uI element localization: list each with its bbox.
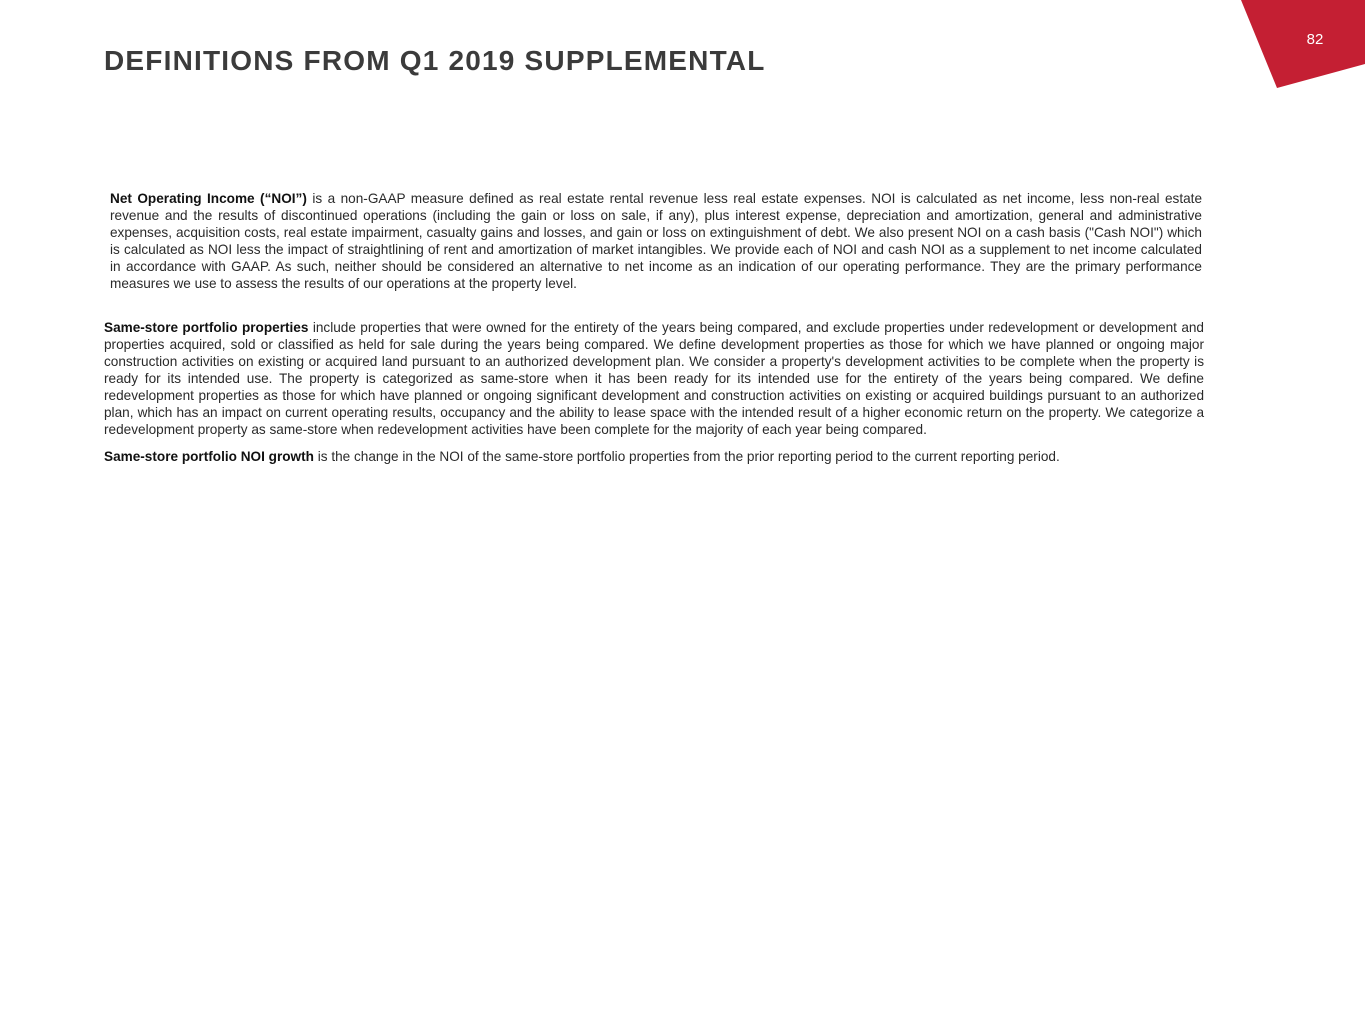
definition-term: Same-store portfolio properties — [104, 320, 309, 335]
definition-text: is the change in the NOI of the same-store portfolio properties from the prior reporting period to the current reporting period. — [313, 449, 1060, 464]
page-title: DEFINITIONS FROM Q1 2019 SUPPLEMENTAL — [104, 45, 766, 76]
definition-same-store-noi-growth — [104, 448, 1204, 465]
definitions-block — [104, 190, 1204, 465]
definition-term: Same-store portfolio NOI growth — [104, 449, 314, 464]
definition-same-store-properties — [104, 319, 1204, 438]
definition-text: is a non-GAAP measure defined as real estate rental revenue less real estate expenses. NOI is calculated as net income, less non-real estate revenue and the results of discontinued operations (including the gain or loss on sale, if any), plus interest expense, depreciation and amortization, general and administrative expenses, acquisition costs, real estate impairment, casualty gains and losses, and gain or loss on extinguishment of debt. We also present NOI on a cash basis ("Cash NOI") which is calculated as NOI less the impact of straightlining of rent and amortization of market intangibles. We provide each of NOI and cash NOI as a supplement to net income calculated in accordance with GAAP. As such, neither should be considered an alternative to net income as an indication of our operating performance. They are the primary performance measures we use to assess the results of our operations at the property level. — [110, 191, 1203, 291]
definition-term: Net Operating Income (“NOI”) — [110, 191, 307, 206]
definition-noi — [104, 190, 1202, 292]
page-number: 82 — [1306, 31, 1324, 48]
definition-text: include properties that were owned for the entirety of the years being compared, and exclude properties under redevelopment or development and properties acquired, sold or classified as held for sale during the years being compared. We define development properties as those for which we have planned or ongoing major construction activities on existing or acquired land pursuant to an authorized development plan. We consider a property's development activities to be complete when the property is ready for its intended use. The property is categorized as same-store when it has been ready for its intended use for the entirety of the years being compared. We define redevelopment properties as those for which have planned or ongoing significant development and construction activities on existing or acquired buildings pursuant to an authorized plan, which has an impact on current operating results, occupancy and the ability to lease space with the intended result of a higher economic return on the property. We categorize a redevelopment property as same-store when redevelopment activities have been complete for the majority of each year being compared. — [104, 320, 1204, 437]
